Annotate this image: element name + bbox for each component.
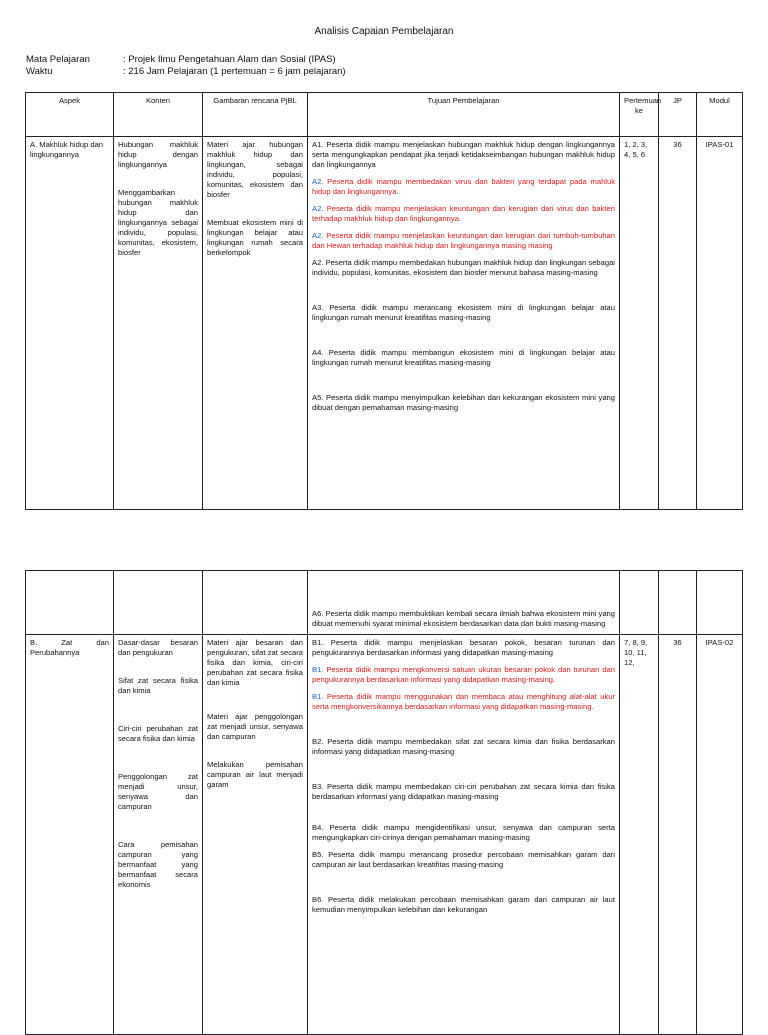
tujuan-cell: [308, 571, 620, 635]
header-jp: JP: [659, 93, 697, 137]
konten-item: Penggolongan zat menjadi unsur, senyawa dan campuran: [118, 772, 198, 811]
time-value: : 216 Jam Pelajaran (1 pertemuan = 6 jam pelajaran): [123, 66, 346, 77]
tujuan-item: B5. Peserta didik mampu merancang prosedur percobaan memisahkan garam dari campuran air laut berdasarkan kreatifitas masing-masing: [312, 850, 615, 869]
gambaran-item: Melakukan pemisahan campuran air laut menjadi garam: [207, 760, 303, 789]
subject-label: Mata Pelajaran: [26, 54, 90, 65]
modul-cell: IPAS-02: [697, 635, 743, 1035]
tujuan-item: A2. Peserta didik mampu membedakan virus dan bakteri yang terdapat pada mahluk hidup dan lingkungannya.: [312, 177, 615, 196]
aspek-cell: [26, 137, 114, 510]
time-label: Waktu: [26, 66, 53, 77]
tujuan-item: B3. Peserta didik mampu membedakan ciri-ciri perubahan zat secara kimia dan fisika berdasarkan informasi yang didapatkan masing-masing: [312, 782, 615, 801]
tujuan-item: B4. Peserta didik mampu mengidentifikasi unsur, senyawa dan campuran serta mengungkapkan ciri-cirinya dengan pemahaman masing-masing: [312, 823, 615, 842]
table-header-row: [26, 93, 743, 137]
time-row: [26, 66, 346, 78]
konten-cell: [114, 137, 203, 510]
pertemuan-cell: 1, 2, 3, 4, 5, 6: [620, 137, 659, 510]
gambaran-item: Materi ajar hubungan makhluk hidup dan lingkungan, sebagai individu, populasi, komunitas, ekosistem dan biosfer: [207, 140, 303, 199]
aspek-cell: [26, 635, 114, 1035]
gambaran-item: Membuat ekosistem mini di lingkungan belajar atau lingkungan rumah secara berkelompok: [207, 218, 303, 257]
konten-item: Menggambarkan hubungan makhluk hidup dan lingkungannya sebagai individu, populasi, komunitas, ekosistem, biosfer: [118, 188, 198, 257]
tujuan-item: B6. Peserta didik melakukan percobaan memisahkan garam dari campuran air laut kemudian menyimpulkan kelebihan dan kekurangan: [312, 895, 615, 914]
konten-cell: [114, 635, 203, 1035]
aspek-text: B. Zat dan Perubahannya: [30, 638, 109, 657]
jp-cell: 36: [659, 635, 697, 1035]
konten-item: Ciri-ciri perubahan zat secara fisika dan kimia: [118, 724, 198, 743]
konten-item: Dasar-dasar besaran dan pengukuran: [118, 638, 198, 657]
jp-cell: 36: [659, 137, 697, 510]
gambaran-item: Materi ajar penggolongan zat menjadi unsur, senyawa dan campuran: [207, 712, 303, 741]
header-aspek: Aspek: [26, 93, 114, 137]
tujuan-item: A2. Peserta didik mampu menjelaskan keuntungan dan kerugian dari tumbuh-tumbuhan dan Hewan terhadap makhluk hidup dan lingkungannya masing masing: [312, 231, 615, 250]
konten-item: Cara pemisahan campuran yang bermanfaat yang bermanfaat secara ekonomis: [118, 840, 198, 889]
tujuan-item: A2. Peserta didik mampu membedakan hubungan makhluk hidup dan lingkungan sebagai individu, populasi, komunitas, ekosistem dan biosfer menurut bahasa masing-masing: [312, 258, 615, 277]
header-modul: Modul: [697, 93, 743, 137]
subject-row: [26, 54, 336, 66]
header-pertemuan: Pertemuan ke: [620, 93, 659, 137]
tujuan-item: A2. Peserta didik mampu menjelaskan keuntungan dan kerugian dari virus dan bakteri terhadap makhluk hidup dan lingkungannya.: [312, 204, 615, 223]
cp-table-1: [25, 92, 743, 510]
table-row: [26, 137, 743, 510]
konten-item: Hubungan makhluk hidup dengan lingkungannya: [118, 140, 198, 169]
pertemuan-cell: 7, 8, 9, 10, 11, 12,: [620, 635, 659, 1035]
cp-table-2: [25, 570, 743, 1035]
konten-item: Sifat zat secara fisika dan kimia: [118, 676, 198, 695]
subject-value: : Projek Ilmu Pengetahuan Alam dan Sosial (IPAS): [123, 54, 336, 65]
tujuan-cell: [308, 137, 620, 510]
tujuan-item: A3. Peserta didik mampu merancang ekosistem mini di lingkungan belajar atau lingkungan rumah menurut kreatifitas masing-masing: [312, 303, 615, 322]
tujuan-item: A4. Peserta didik mampu membangun ekosistem mini di lingkungan belajar atau lingkungan rumah menurut kreatifitas masing-masing: [312, 348, 615, 367]
tujuan-item: A5. Peserta didik mampu menyimpulkan kelebihan dan kekurangan ekosistem mini yang dibuat dengan pemahaman masing-masing: [312, 393, 615, 412]
tujuan-item: B1. Peserta didik mampu menjelaskan besaran pokok, besaran turunan dan pengukurannya berdasarkan informasi yang didapatkan masing-masing: [312, 638, 615, 657]
tujuan-item: B1. Peserta didik mampu menggunakan dan membaca atau menghitung alat-alat ukur serta mengkonversikannya berdasarkan informasi yang didapatkan masing-masing.: [312, 692, 615, 711]
tujuan-item: B2. Peserta didik mampu membedakan sifat zat secara kimia dan fisika berdasarkan informasi yang didapatkan masing-masing: [312, 737, 615, 756]
tujuan-cell: [308, 635, 620, 1035]
header-konten: Konten: [114, 93, 203, 137]
modul-cell: IPAS-01: [697, 137, 743, 510]
header-gambaran: Gambaran rencana PjBL: [203, 93, 308, 137]
page-title: Analisis Capaian Pembelajaran: [314, 26, 454, 37]
tujuan-item: A1. Peserta didik mampu menjelaskan hubungan makhluk hidup dengan lingkungannya serta mengungkapkan pendapat jika terjadi ketidakseimbangan hubungan makhluk hidup dan lingkungannya: [312, 140, 615, 169]
tujuan-item: A6. Peserta didik mampu membuktikan kembali secara ilmiah bahwa ekosistem mini yang dibuat memenuhi syarat minimal ekosistem berdasarkan data dan bukti masing-masing: [312, 609, 615, 628]
tujuan-item: B1. Peserta didik mampu mengkonversi satuan ukuran besaran pokok dan turunan dan pengukurannya berdasarkan informasi yang didapatkan masing-masing.: [312, 665, 615, 684]
header-tujuan: Tujuan Pembelajaran: [308, 93, 620, 137]
table-row: [26, 635, 743, 1035]
gambaran-cell: [203, 137, 308, 510]
table-row: [26, 571, 743, 635]
gambaran-cell: [203, 635, 308, 1035]
gambaran-item: Materi ajar besaran dan pengukuran, sifat zat secara fisika dan kimia, ciri-ciri perubahan zat secara fisika dan kimia: [207, 638, 303, 687]
aspek-text: A. Makhluk hidup dan lingkungannya: [30, 140, 104, 159]
